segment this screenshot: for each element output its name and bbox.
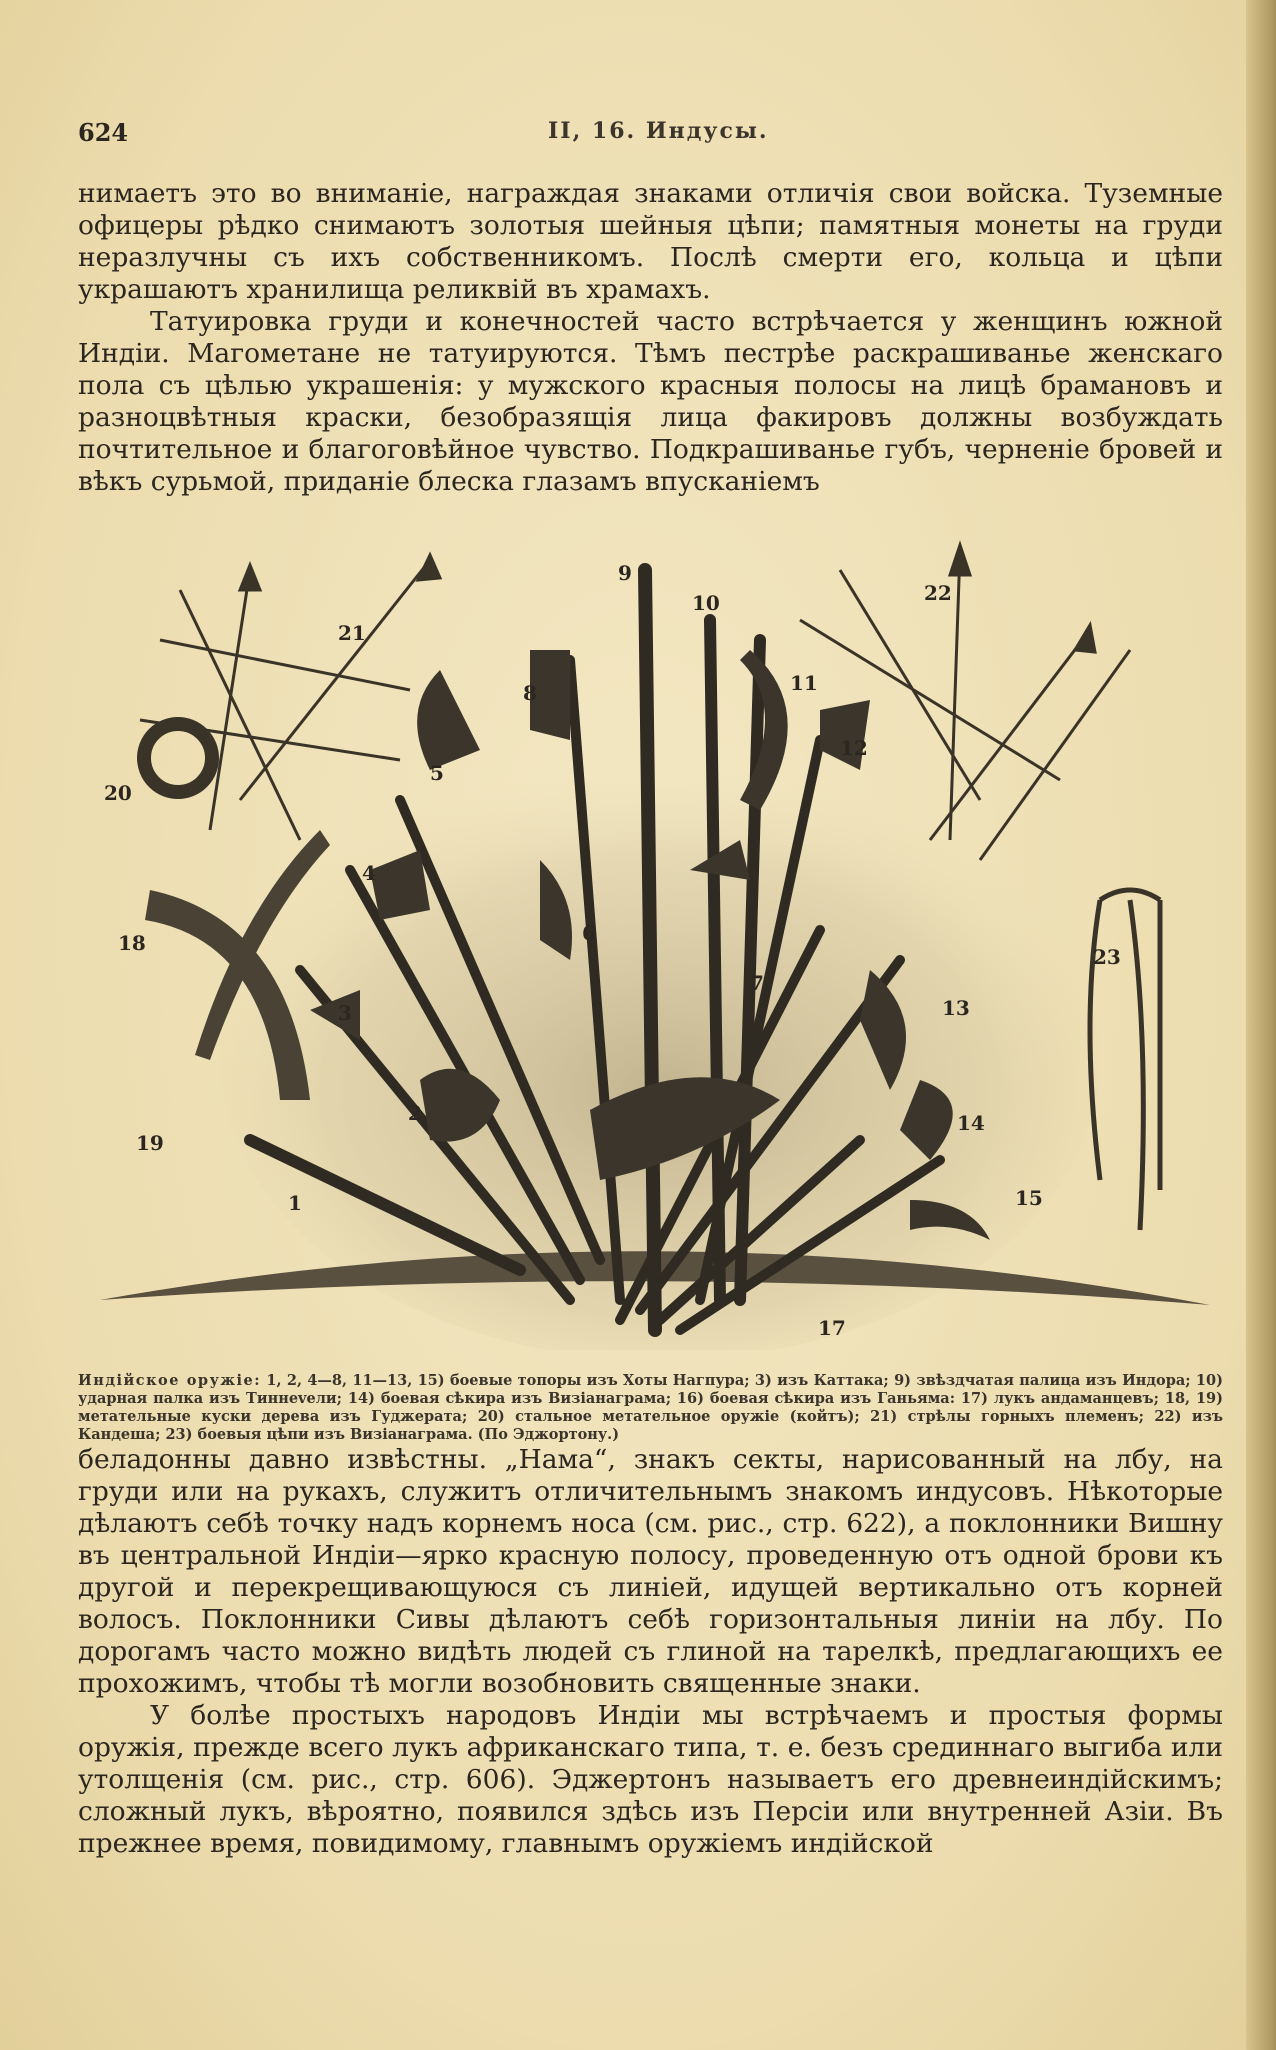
caption-lead: Индійское оружіе:	[78, 1372, 262, 1389]
body-text-bottom	[78, 1444, 1223, 1860]
figure-label: 9	[618, 561, 632, 585]
figure-label: 4	[362, 861, 376, 885]
figure-label: 7	[750, 971, 764, 995]
figure-label: 6	[582, 921, 596, 945]
figure-label: 12	[840, 736, 868, 760]
body-text-top	[78, 178, 1223, 498]
page-number: 624	[78, 118, 129, 147]
figure-label: 18	[118, 931, 146, 955]
figure-label: 10	[692, 591, 720, 615]
figure-label: 21	[338, 621, 366, 645]
figure-label: 5	[430, 761, 444, 785]
paragraph: нимаетъ это во вниманіе, награждая знаками отличія свои войска. Туземные офицеры рѣдко снимаютъ золотыя шейныя цѣпи; памятныя монеты на груди неразлучны съ ихъ собственникомъ. Послѣ смерти его, кольца и цѣпи украшаютъ хранилища реликвій въ храмахъ.	[78, 178, 1223, 305]
figure-label: 15	[1015, 1186, 1043, 1210]
figure-caption	[78, 1372, 1223, 1444]
caption-text: 1, 2, 4—8, 11—13, 15) боевые топоры изъ Хоты Нагпура; 3) изъ Каттака; 9) звѣздчатая палица изъ Индора; 10) ударная палка изъ Тиннevели; 14) боевая сѣкира изъ Визіанаграма; 16) боевая сѣкира изъ Ганьяма: 17) лукъ андаманцевъ; 18, 19) метательные куски дерева изъ Гуджерата; 20) стальное метательное оружіе (койтъ); 21) стрѣлы горныхъ племенъ; 22) изъ Кандеша; 23) боевыя цѣпи изъ Визіанаграма. (По Эджортону.)	[78, 1372, 1223, 1443]
figure-label: 13	[942, 996, 970, 1020]
weapons-engraving	[100, 540, 1215, 1350]
figure-label: 19	[136, 1131, 164, 1155]
figure-label: 3	[338, 1001, 352, 1025]
page-header	[78, 118, 1208, 148]
weapons-illustration	[100, 540, 1215, 1350]
figure-label: 11	[790, 671, 818, 695]
running-title: II, 16. Индусы.	[548, 118, 769, 144]
figure-label: 22	[924, 581, 952, 605]
figure-label: 14	[957, 1111, 985, 1135]
figure-label: 2	[408, 1101, 422, 1125]
page-gutter-shadow	[1246, 0, 1276, 2050]
paragraph: Татуировка груди и конечностей часто встрѣчается у женщинъ южной Индіи. Магометане не татуируются. Тѣмъ пестрѣе раскрашиванье женскаго пола съ цѣлью украшенія: у мужского красныя полосы на лицѣ брамановъ и разноцвѣтныя краски, безобразящія лица факировъ должны возбуждать почтительное и благоговѣйное чувство. Подкрашиванье губъ, черненіе бровей и вѣкъ сурьмой, приданіе блеска глазамъ впусканіемъ	[78, 306, 1223, 497]
figure-label: 8	[523, 681, 537, 705]
figure-label: 1	[288, 1191, 302, 1215]
figure-label: 20	[104, 781, 132, 805]
figure-label: 17	[818, 1316, 846, 1340]
paragraph: У болѣе простыхъ народовъ Индіи мы встрѣчаемъ и простыя формы оружія, прежде всего лукъ африканскаго типа, т. е. безъ срединнаго выгиба или утолщенія (см. рис., стр. 606). Эджертонъ называетъ его древнеиндійскимъ; сложный лукъ, вѣроятно, появился здѣсь изъ Персіи или внутренней Азіи. Въ прежнее время, повидимому, главнымъ оружіемъ индійской	[78, 1700, 1223, 1859]
paragraph: беладонны давно извѣстны. „Нама“, знакъ секты, нарисованный на лбу, на груди или на рукахъ, служитъ отличительнымъ знакомъ индусовъ. Нѣкоторые дѣлаютъ себѣ точку надъ корнемъ носа (см. рис., стр. 622), а поклонники Вишну въ центральной Индіи—ярко красную полосу, проведенную отъ одной брови къ другой и перекрещивающуюся съ линіей, идущей вертикально отъ корней волосъ. Поклонники Сивы дѣлаютъ себѣ горизонтальныя линіи на лбу. По дорогамъ часто можно видѣть людей съ глиной на тарелкѣ, предлагающихъ ее прохожимъ, чтобы тѣ могли возобновить священные знаки.	[78, 1444, 1223, 1699]
figure-label: 23	[1093, 945, 1121, 969]
